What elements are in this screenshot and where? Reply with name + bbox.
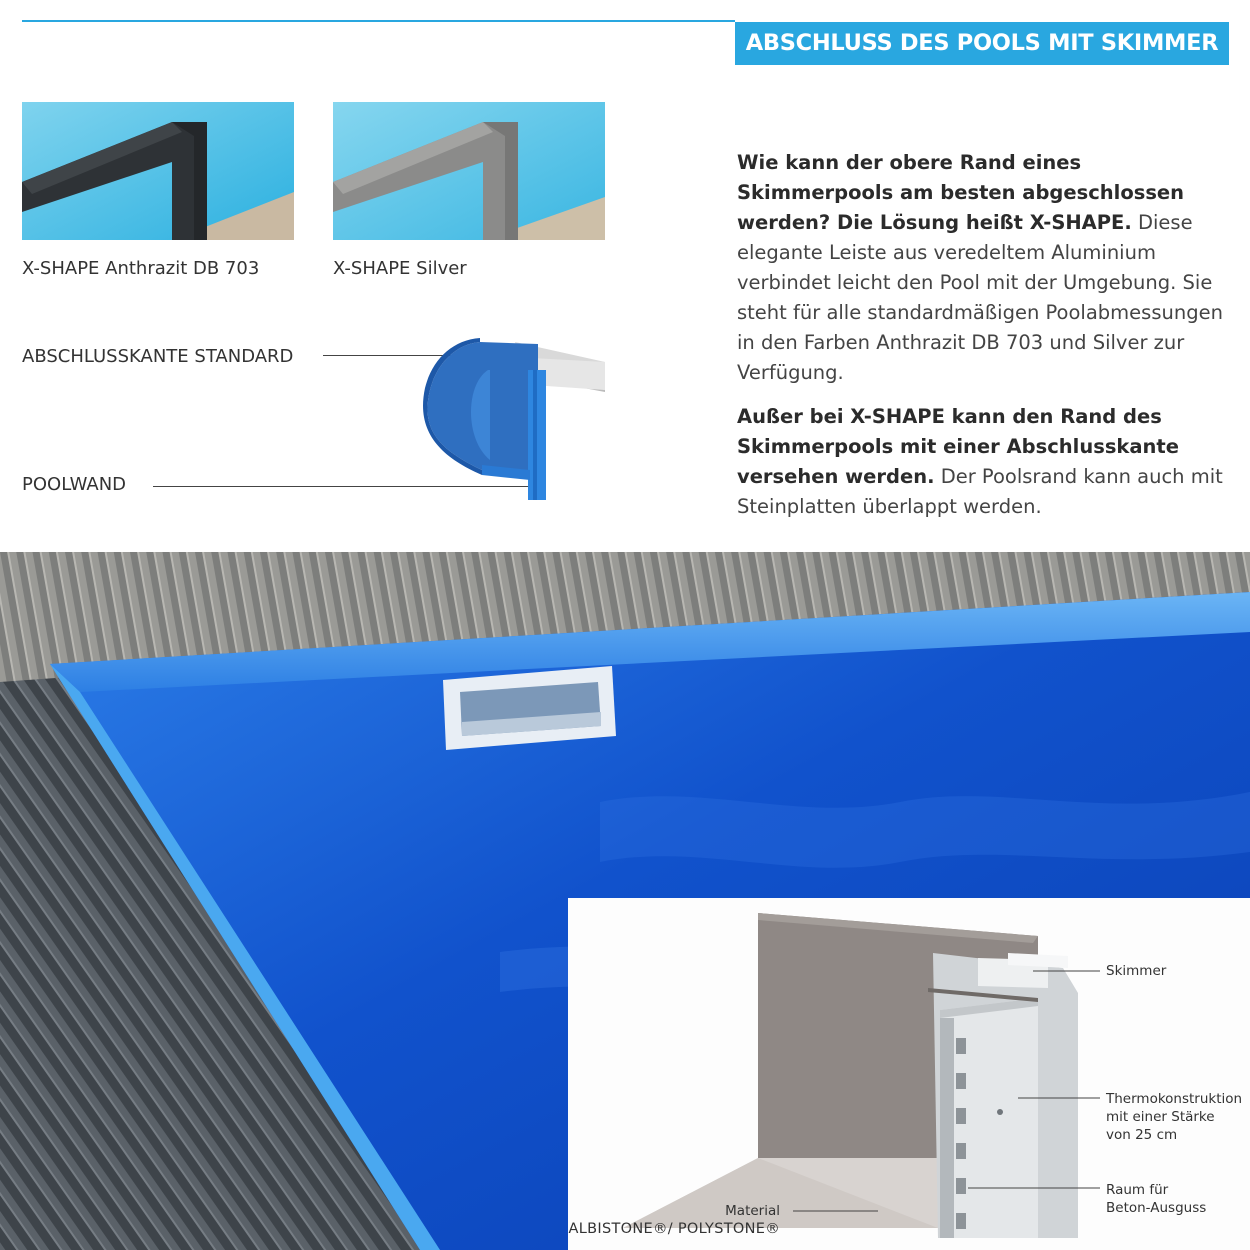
cutaway-inset [568, 898, 1250, 1250]
skimmer-opening [443, 666, 616, 750]
paragraph-1: Wie kann der obere Rand eines Skimmerpools am besten abgeschlossen werden? Die Lösung heißt X-SHAPE. Diese elegante Leiste aus veredeltem Aluminium verbindet leicht den Pool mit der Umgebung. Sie steht für alle standardmäßigen Poolabmessungen in den Farben Anthrazit DB 703 und Silver zur Verfügung. [737, 151, 1223, 384]
label-edge: ABSCHLUSSKANTE STANDARD [22, 346, 294, 367]
header-rule [22, 20, 735, 22]
label-wall: POOLWAND [22, 474, 127, 495]
section-title: ABSCHLUSS DES POOLS MIT SKIMMER [735, 22, 1229, 65]
thumb-anthrazit [22, 102, 294, 240]
thumb-caption: X-SHAPE Silver [333, 258, 467, 279]
thumb-caption: X-SHAPE Anthrazit DB 703 [22, 258, 260, 279]
label-skimmer: Skimmer [1106, 963, 1167, 979]
paragraph-2: Außer bei X-SHAPE kann den Rand des Skimmerpools mit einer Abschlusskante versehen werden. Der Poolsrand kann auch mit Steinplatten überlappt werden. [737, 405, 1223, 518]
edge-profile-diagram [420, 330, 620, 510]
description [737, 148, 1237, 522]
label-material: Material ALBISTONE®/ POLYSTONE® [568, 1203, 780, 1237]
label-thermo: Thermokonstruktion mit einer Stärke von 25 cm [1106, 1091, 1243, 1143]
label-raum: Raum für Beton-Ausguss [1106, 1182, 1207, 1216]
thumb-silver [333, 102, 605, 240]
